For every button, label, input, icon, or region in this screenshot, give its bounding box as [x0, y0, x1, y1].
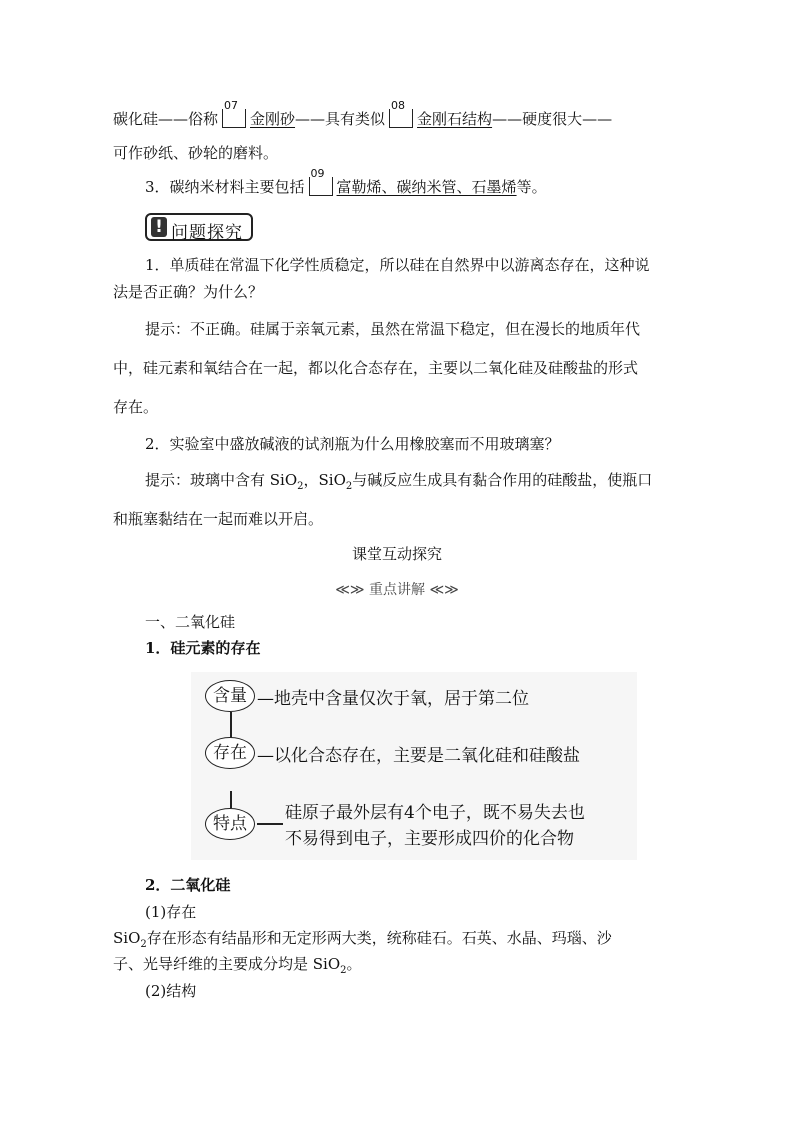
silicon-existence-diagram: [191, 672, 637, 860]
text-line: 可作砂纸、砂轮的磨料。: [113, 144, 279, 162]
answer-2-cont: 和瓶塞黏结在一起而难以开启。: [113, 510, 324, 528]
node-feature: 特点: [205, 808, 255, 840]
heading-silica: 一、二氧化硅: [145, 613, 236, 631]
text: 3．碳纳米材料主要包括: [145, 178, 305, 196]
text: 与碱反应生成具有黏合作用的硅酸盐，使瓶口: [352, 471, 653, 489]
heading-silicon-existence: 1．硅元素的存在: [145, 639, 261, 657]
text: 存在形态有结晶形和无定形两大类，统称硅石。石英、水晶、玛瑙、沙: [146, 929, 612, 947]
node-feature-text-2: 不易得到电子，主要形成四价的化合物: [285, 829, 574, 849]
answer-1-end: 存在。: [113, 398, 159, 416]
subscript: 2: [140, 939, 147, 950]
text: 子、光导纤维的主要成分均是 SiO: [113, 955, 341, 973]
paragraph-existence-cont: [113, 953, 362, 976]
question-1-cont: 法是否正确？为什么？: [113, 283, 264, 301]
answer-1-cont: 中，硅元素和氧结合在一起，都以化合态存在，主要以二氧化硅及硅酸盐的形式: [113, 359, 639, 377]
blank-number: 07: [224, 99, 239, 112]
node-content-text: —地壳中含量仅次于氧，居于第二位: [257, 689, 529, 709]
subscript: 2: [297, 481, 304, 492]
text: 。: [346, 955, 362, 973]
text-line-carbon-nano: [145, 167, 547, 197]
section-title: 课堂互动探究: [351, 545, 442, 563]
blank-box-07: [222, 99, 246, 128]
answer-2: [145, 469, 652, 492]
node-existence: 存在: [205, 737, 255, 769]
answer-text: 金刚砂: [250, 110, 296, 128]
subheading-existence: (1)存在: [145, 903, 197, 921]
connector-dash: [257, 823, 283, 825]
section-subtitle: ≪≫ 重点讲解 ≪≫: [335, 582, 459, 598]
answer-1: 提示：不正确。硅属于亲氧元素，虽然在常温下稳定，但在漫长的地质年代: [145, 320, 641, 338]
subscript: 2: [345, 481, 353, 492]
text: ，SiO: [303, 471, 346, 489]
heading-silicon-dioxide: 2．二氧化硅: [145, 876, 231, 894]
question-explore-banner: [145, 213, 253, 241]
text: 碳化硅——俗称: [113, 110, 219, 128]
connector-line: [230, 791, 232, 808]
blank-number: 08: [391, 99, 406, 112]
subscript: 2: [340, 965, 347, 976]
paragraph-existence: [113, 927, 612, 950]
node-content: 含量: [205, 680, 255, 712]
blank-number: 09: [310, 167, 325, 180]
text: 等。: [516, 178, 547, 196]
banner-title: 问题探究: [171, 223, 243, 243]
text: SiO: [113, 929, 141, 947]
question-2: 2．实验室中盛放碱液的试剂瓶为什么用橡胶塞而不用玻璃塞？: [145, 435, 560, 453]
answer-text: 金刚石结构: [417, 110, 493, 128]
blank-box-08: [389, 99, 413, 128]
text-line-sic: [113, 99, 613, 129]
node-feature-text-1: 硅原子最外层有4个电子，既不易失去也: [285, 803, 585, 823]
question-1: 1．单质硅在常温下化学性质稳定，所以硅在自然界中以游离态存在，这种说: [145, 256, 650, 274]
node-existence-text: —以化合态存在，主要是二氧化硅和硅酸盐: [257, 746, 580, 766]
text: ——硬度很大——: [492, 110, 613, 128]
subheading-structure: (2)结构: [145, 982, 197, 1000]
exclamation-icon: !: [151, 217, 167, 237]
blank-box-09: [309, 167, 333, 196]
answer-text: 富勒烯、碳纳米管、石墨烯: [336, 178, 517, 196]
text: 提示：玻璃中含有 SiO: [145, 471, 298, 489]
text: ——具有类似: [295, 110, 386, 128]
